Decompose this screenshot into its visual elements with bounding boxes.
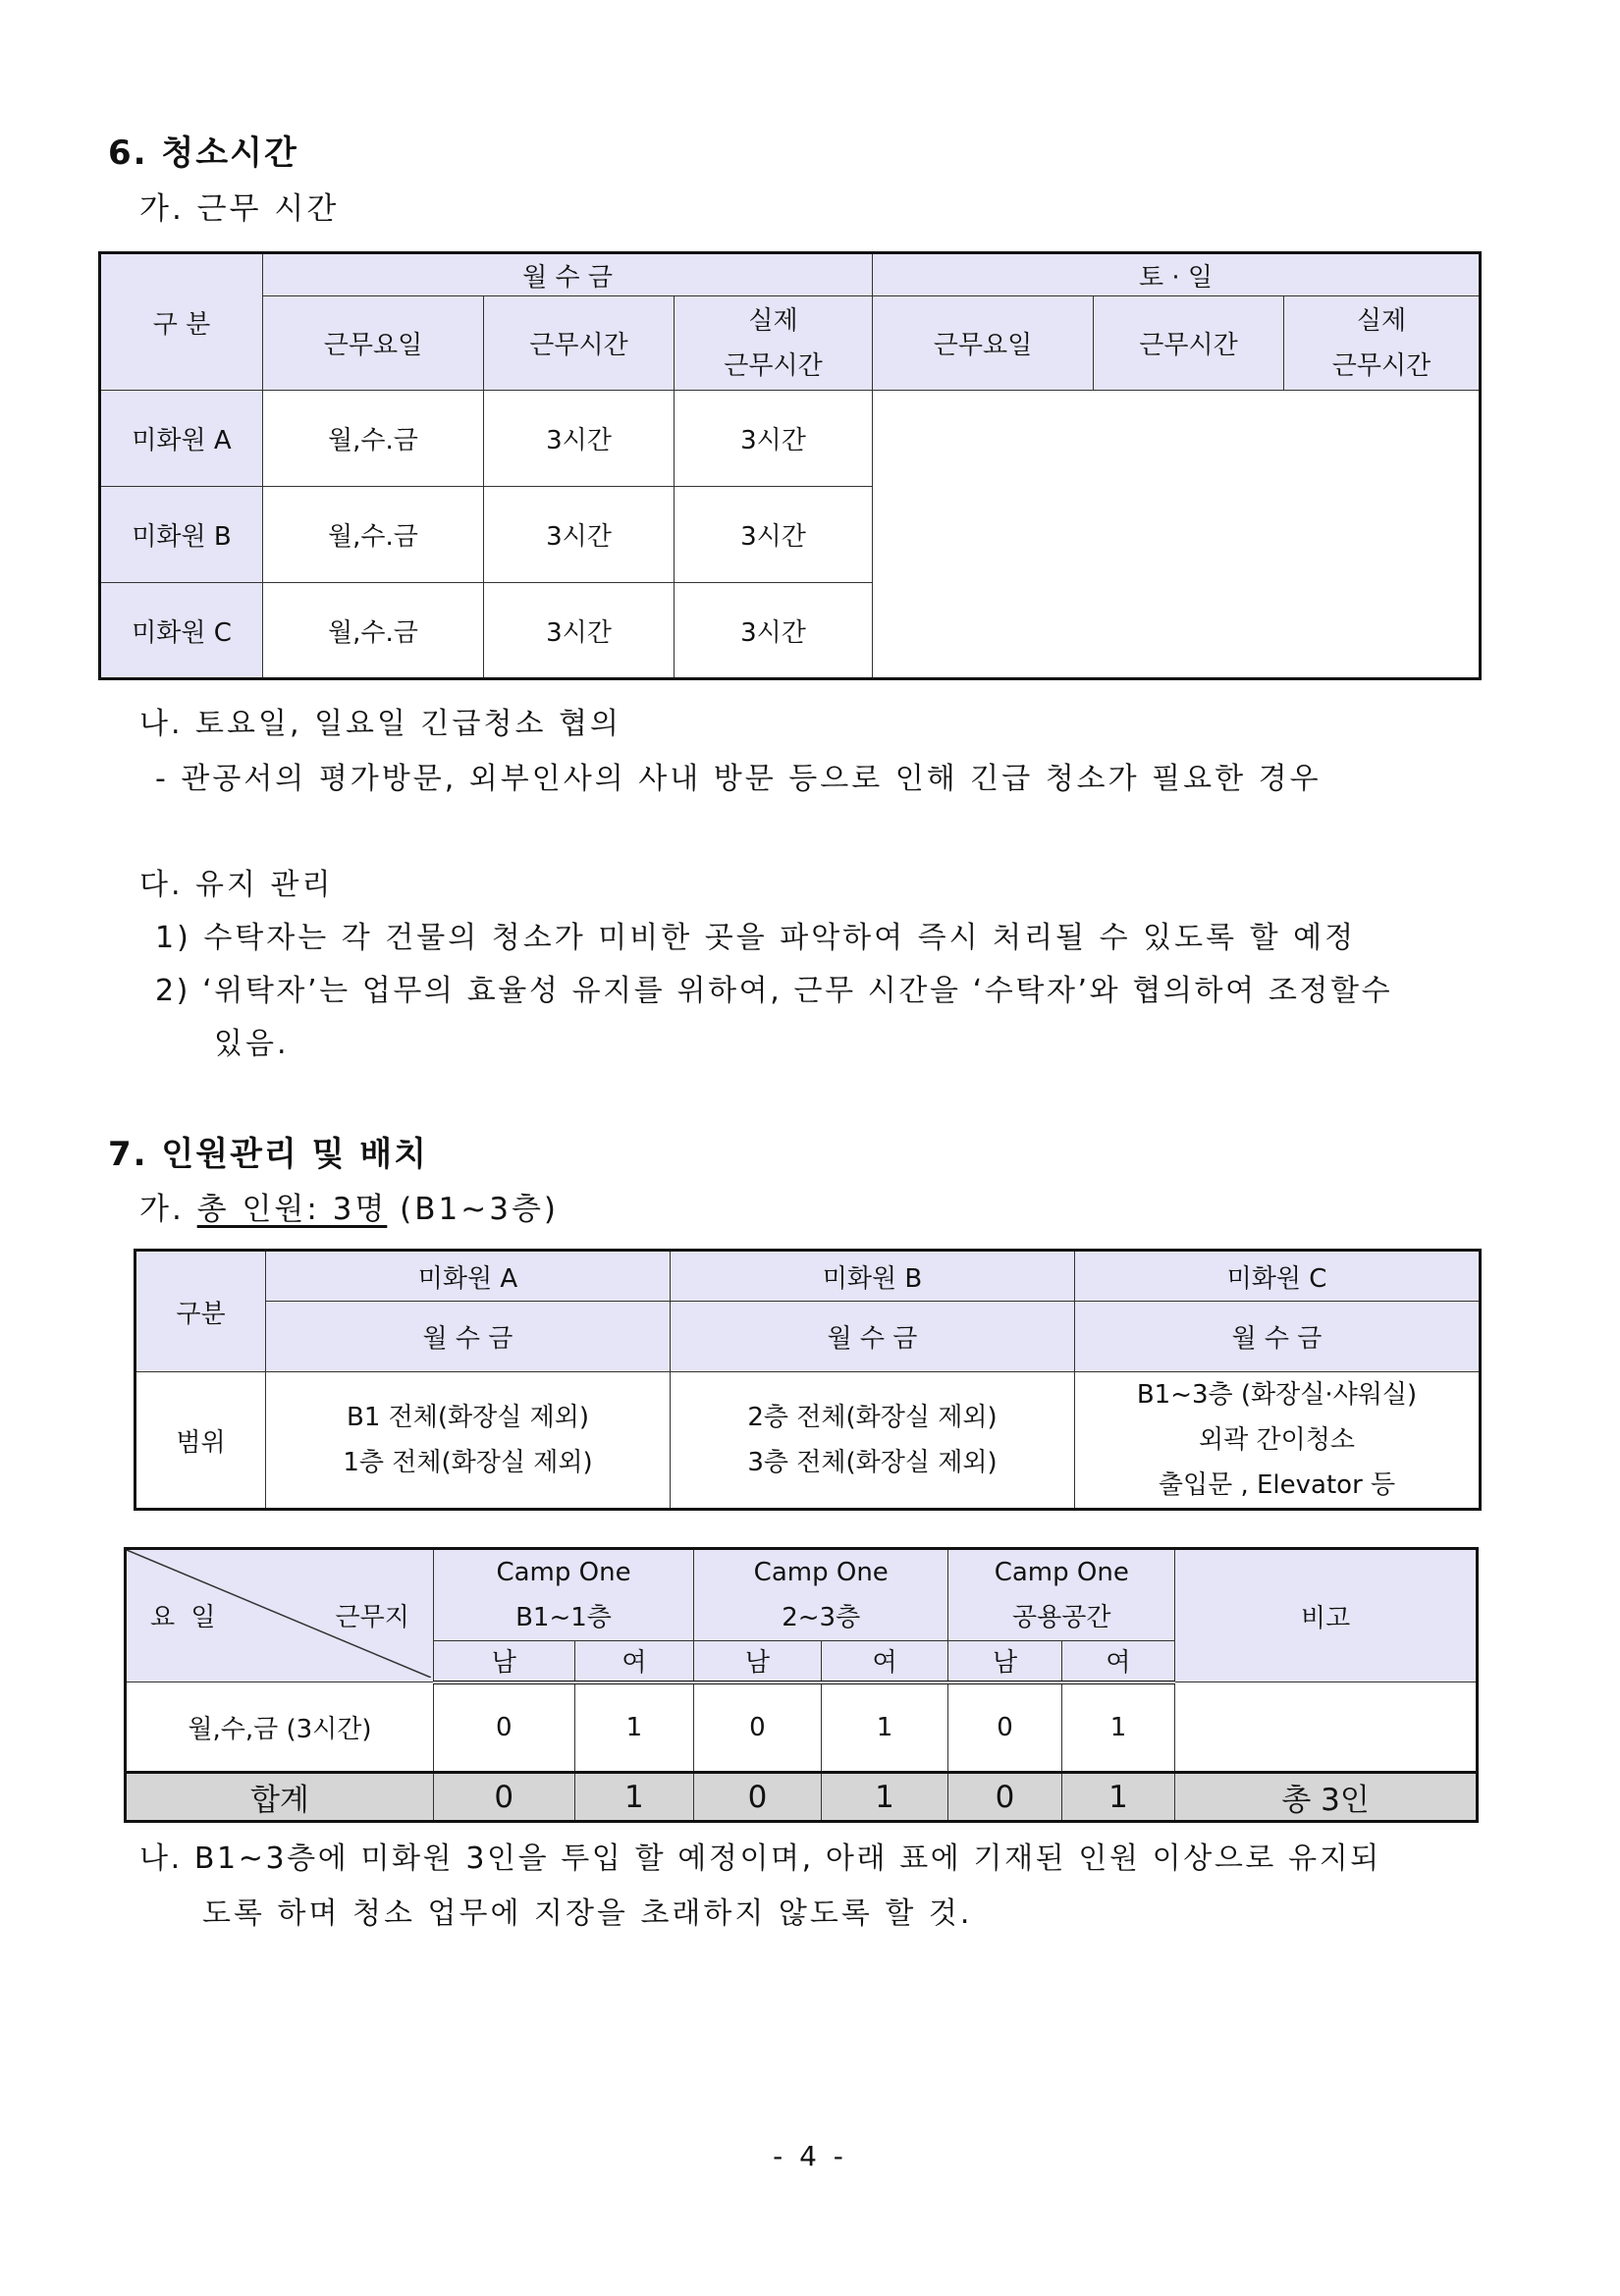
sum-row: [126, 1773, 1478, 1822]
section-7-sub-b: 나. B1~3층에 미화원 3인을 투입 할 예정이며, 아래 표에 기재된 인원 이상으로 유지되: [139, 1842, 1381, 1876]
row-label: 월,수,금 (3시간): [126, 1682, 434, 1773]
male-header: 남: [433, 1641, 574, 1682]
row-value: 0: [948, 1682, 1061, 1773]
row-note: [1175, 1682, 1478, 1773]
place-3-header: Camp One 공용공간: [948, 1549, 1175, 1641]
worker-a-header: 미화원 A: [266, 1251, 671, 1302]
row-value: 0: [433, 1682, 574, 1773]
col-time-header-weekend: 근무시간: [1094, 296, 1284, 391]
days-header: 월 수 금: [671, 1302, 1075, 1372]
row-day: 월,수.금: [263, 391, 484, 487]
row-actual: 3시간: [675, 583, 873, 679]
section-7-sub-b-cont: 도록 하며 청소 업무에 지장을 초래하지 않도록 할 것.: [202, 1896, 973, 1931]
row-time: 3시간: [484, 391, 675, 487]
corner-cell: 구 분: [100, 253, 263, 391]
staffing-table: [124, 1547, 1479, 1823]
range-cell-a: B1 전체(화장실 제외) 1층 전체(화장실 제외): [266, 1372, 671, 1510]
col-actual-header: 실제 근무시간: [675, 296, 873, 391]
table-row: [100, 391, 1481, 487]
sum-value: 1: [1061, 1773, 1174, 1822]
female-header: 여: [821, 1641, 948, 1682]
col-day-header-weekend: 근무요일: [873, 296, 1094, 391]
row-value: 1: [1061, 1682, 1174, 1773]
row-name: 미화원 A: [100, 391, 263, 487]
range-cell-b: 2층 전체(화장실 제외) 3층 전체(화장실 제외): [671, 1372, 1075, 1510]
place-1-header: Camp One B1~1층: [433, 1549, 693, 1641]
section-7-title: 7. 인원관리 및 배치: [108, 1135, 428, 1174]
group-weekend-header: 토 · 일: [873, 253, 1481, 296]
row-actual: 3시간: [675, 391, 873, 487]
sum-value: 0: [694, 1773, 822, 1822]
sum-label: 합계: [126, 1773, 434, 1822]
section-6-sub-c-2-cont: 있음.: [214, 1027, 290, 1061]
section-6-title: 6. 청소시간: [108, 133, 298, 173]
corner-day-label: 요 일: [150, 1603, 220, 1632]
section-7-sub-a: 가. 총 인원: 3명 (B1~3층): [139, 1192, 560, 1227]
col-day-header: 근무요일: [263, 296, 484, 391]
section-6-sub-c-2: 2) ‘위탁자’는 업무의 효율성 유지를 위하여, 근무 시간을 ‘수탁자’와 협의하여 조정할수: [155, 974, 1393, 1008]
corner-cell: 구분: [135, 1251, 266, 1372]
corner-place-label: 근무지: [335, 1603, 409, 1632]
days-header: 월 수 금: [1075, 1302, 1481, 1372]
group-weekday-header: 월 수 금: [263, 253, 873, 296]
diagonal-corner-cell: [126, 1549, 434, 1682]
sum-value: 0: [948, 1773, 1061, 1822]
note-header: 비고: [1175, 1549, 1478, 1682]
row-value: 1: [574, 1682, 694, 1773]
total-staff: 총 인원: 3명: [196, 1192, 388, 1227]
row-value: 1: [821, 1682, 948, 1773]
place-2-header: Camp One 2~3층: [694, 1549, 948, 1641]
row-name: 미화원 C: [100, 583, 263, 679]
row-time: 3시간: [484, 583, 675, 679]
page-number: - 4 -: [773, 2140, 847, 2172]
male-header: 남: [694, 1641, 822, 1682]
section-6-sub-b-item: - 관공서의 평가방문, 외부인사의 사내 방문 등으로 인해 긴급 청소가 필요한 경우: [155, 762, 1322, 796]
row-value: 0: [694, 1682, 822, 1773]
row-time: 3시간: [484, 487, 675, 583]
row-day: 월,수.금: [263, 583, 484, 679]
col-time-header: 근무시간: [484, 296, 675, 391]
days-header: 월 수 금: [266, 1302, 671, 1372]
col-actual-header-weekend: 실제 근무시간: [1284, 296, 1481, 391]
range-cell-c: B1~3층 (화장실·샤워실) 외곽 간이청소 출입문 , Elevator 등: [1075, 1372, 1481, 1510]
table-row: [126, 1682, 1478, 1773]
section-6-sub-c-1: 1) 수탁자는 각 건물의 청소가 미비한 곳을 파악하여 즉시 처리될 수 있도록 할 예정: [155, 921, 1357, 955]
worker-b-header: 미화원 B: [671, 1251, 1075, 1302]
section-6-sub-c: 다. 유지 관리: [139, 868, 334, 902]
weekend-empty-cell: [873, 391, 1481, 679]
staff-range-table: [134, 1249, 1482, 1511]
section-6-sub-b: 나. 토요일, 일요일 긴급청소 협의: [139, 707, 621, 741]
sum-value: 0: [433, 1773, 574, 1822]
row-actual: 3시간: [675, 487, 873, 583]
range-label: 범위: [135, 1372, 266, 1510]
sum-value: 1: [821, 1773, 948, 1822]
female-header: 여: [574, 1641, 694, 1682]
sum-value: 1: [574, 1773, 694, 1822]
male-header: 남: [948, 1641, 1061, 1682]
work-hours-table: [98, 251, 1482, 680]
female-header: 여: [1061, 1641, 1174, 1682]
section-6-sub-a: 가. 근무 시간: [139, 191, 340, 227]
worker-c-header: 미화원 C: [1075, 1251, 1481, 1302]
sum-note: 총 3인: [1175, 1773, 1478, 1822]
row-day: 월,수.금: [263, 487, 484, 583]
row-name: 미화원 B: [100, 487, 263, 583]
